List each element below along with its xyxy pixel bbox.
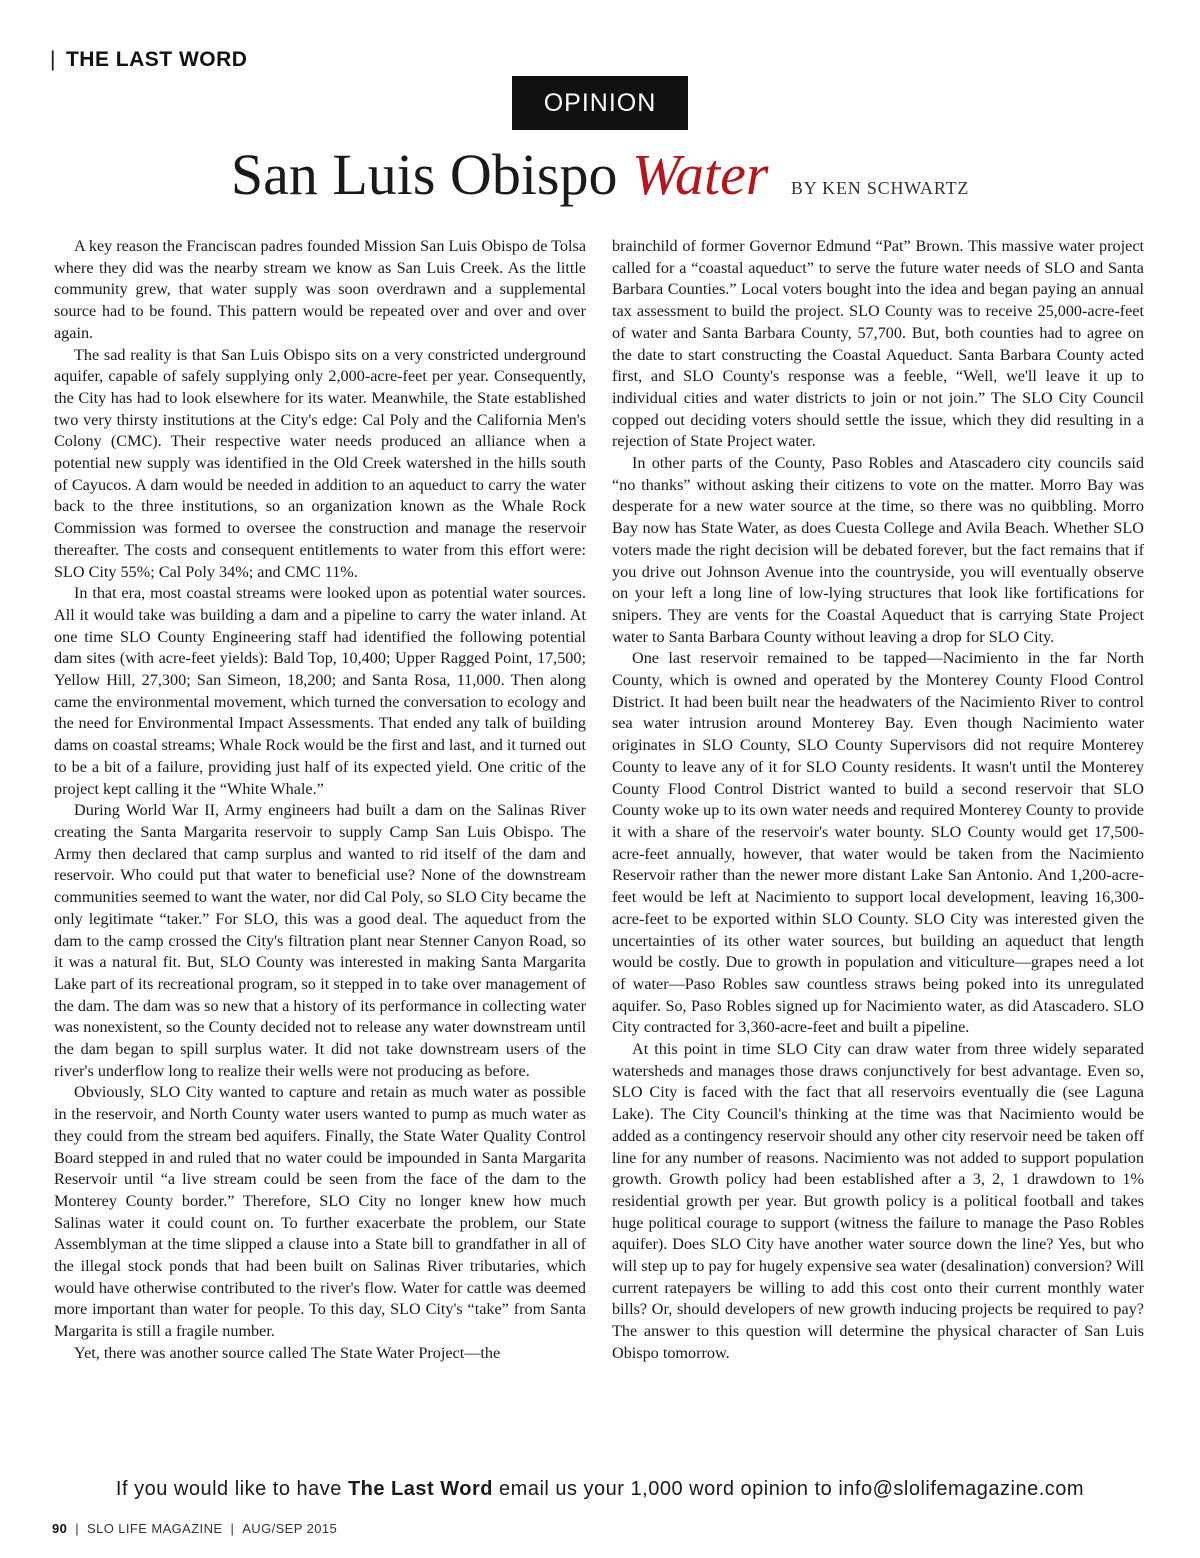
byline: BY KEN SCHWARTZ	[790, 178, 970, 198]
page-footer	[52, 1521, 337, 1536]
section-divider: |	[50, 48, 56, 71]
paragraph: One last reservoir remained to be tapped—Nacimiento in the far North County, which is owned and operated by the Monterey County Flood Control District. It had been built near the headwaters of the Nacimiento River to control sea water intrusion around Monterey Bay. Even though Nacimiento water originates in SLO County, SLO County Supervisors did not require Monterey County to leave any of it for SLO County residents. It wasn't until the Monterey County Flood Control District wanted to build a second reservoir that SLO County woke up to its own water needs and required Monterey County to provide it with a share of the reservoir's water bounty. SLO County would get 17,500-acre-feet annually, however, that water would be taken from the Nacimiento Reservoir rather than the newer more distant Lake San Antonio. And 1,200-acre-feet would be left at Nacimiento to support local development, leaving 16,300-acre-feet to be exported within SLO County. SLO City was interested given the uncertainties of its other water sources, but building an aqueduct that length would be costly. Due to growth in population and viticulture—grapes need a lot of water—Paso Robles saw countless straws being poked into its unregulated aquifer. So, Paso Robles signed up for Nacimiento water, as did Atascadero. SLO City contracted for 3,360-acre-feet and built a pipeline.	[612, 649, 1144, 1037]
paragraph: At this point in time SLO City can draw water from three widely separated watersheds and manages those draws conjunctively for best advantage. Even so, SLO City is faced with the fact that all reservoirs eventually die (see Laguna Lake). The City Council's thinking at the time was that Nacimiento would be added as a contingency reservoir should any other city reservoir need be taken off line for any number of reasons. Nacimiento was not added to support population growth. Growth policy had been established after a 3, 2, 1 drawdown to 1% residential growth per year. But growth policy is a political football and takes huge political courage to support (witness the failure to manage the Paso Robles aquifer). Does SLO City have another water source down the line? Yes, but who will step up to pay for hugely expensive sea water (desalination) conversion? Will current ratepayers be willing to add this cost onto their current monthly water bills? Or, should developers of new growth inducing projects be required to pay? The answer to this question will determine the physical character of San Luis Obispo tomorrow.	[612, 1040, 1144, 1362]
page-number: 90	[52, 1521, 68, 1536]
article-column-left	[54, 236, 586, 1458]
cta-text-before: If you would like to have	[115, 1478, 342, 1500]
article-body	[54, 236, 1144, 1458]
issue-date: AUG/SEP 2015	[242, 1521, 338, 1536]
magazine-name: SLO LIFE MAGAZINE	[87, 1521, 223, 1536]
footer-divider: |	[230, 1521, 235, 1536]
cta-text-after: email us your 1,000 word opinion to info@slolifemagazine.com	[499, 1478, 1085, 1500]
paragraph: Yet, there was another source called The State Water Project—the	[74, 1343, 501, 1362]
cta-column-name: The Last Word	[347, 1478, 493, 1500]
paragraph: brainchild of former Governor Edmund “Pat” Brown. This massive water project called for a “coastal aqueduct” to serve the future water needs of SLO and Santa Barbara Counties.” Local voters bought into the idea and began paying an annual tax assessment to build the project. SLO County was to receive 25,000-acre-feet of water and Santa Barbara County, 57,700. But, both counties had to agree on the date to start constructing the Coastal Aqueduct. Santa Barbara County acted first, and SLO County's response was a feeble, “Well, we'll leave it up to individual cities and water districts to join or not join.” The SLO City Council copped out deciding voters should settle the issue, which they did resulting in a rejection of State Project water.	[612, 237, 1144, 451]
paragraph: A key reason the Franciscan padres founded Mission San Luis Obispo de Tolsa where they did was the nearby stream we know as San Luis Creek. As the little community grew, that water supply was soon overdrawn and a supplemental source had to be found. This pattern would be repeated over and over and over again.	[54, 237, 586, 342]
article-headline	[0, 140, 1200, 223]
call-to-action	[0, 1478, 1200, 1501]
opinion-badge: OPINION	[512, 76, 688, 130]
section-title: THE LAST WORD	[65, 48, 248, 71]
article-column-right	[612, 236, 1144, 1458]
title-accent: Water	[632, 142, 769, 207]
section-label	[50, 48, 247, 72]
paragraph: Obviously, SLO City wanted to capture and retain as much water as possible in the reservoir, and North County water users wanted to pump as much water as they could from the stream bed aquifers. Finally, the State Water Quality Control Board stepped in and ruled that no water could be impounded in Santa Margarita Reservoir until “a live stream could be seen from the face of the dam to the Monterey County border.” Therefore, SLO City no longer knew how much Salinas water it could count on. To further exacerbate the problem, our State Assemblyman at the time slipped a clause into a State bill to grandfather in all of the illegal stock ponds that had been built on Salinas River tributaries, which would have otherwise contributed to the river's flow. Water for cattle was deemed more important than water for people. To this day, SLO City's “take” from Santa Margarita is still a fragile number.	[54, 1083, 586, 1341]
paragraph: During World War II, Army engineers had built a dam on the Salinas River creating the Santa Margarita reservoir to supply Camp San Luis Obispo. The Army then declared that camp surplus and wanted to rid itself of the dam and reservoir. Who could put that water to beneficial use? None of the downstream communities seemed to want the water, nor did Cal Poly, so SLO City became the only legitimate “taker.” For SLO, this was a good deal. The aqueduct from the dam to the camp crossed the City's filtration plant near Stenner Canyon Road, so it was a natural fit. But, SLO County was interested in making Santa Margarita Lake part of its recreational program, so it stepped in to take over management of the dam. The dam was so new that a history of its performance in collecting water was nonexistent, so the County decided not to release any water downstream until the dam began to spill surplus water. It did not take downstream users of the river's underflow long to realize their wells were not producing as before.	[54, 801, 586, 1080]
paragraph: In that era, most coastal streams were looked upon as potential water sources. All it would take was building a dam and a pipeline to carry the water inland. At one time SLO County Engineering staff had identified the following potential dam sites (with acre-feet yields): Bald Top, 10,400; Upper Ragged Point, 17,500; Yellow Hill, 27,300; San Simeon, 18,200; and Santa Rosa, 11,000. Then along came the environmental movement, which turned the conversation to ecology and the need for Environmental Impact Assessments. That ended any talk of building dams on coastal streams; Whale Rock would be the first and last, and it turned out to be a bit of a failure, providing just half of its expected yield. One critic of the project kept calling it the “White Whale.”	[54, 584, 586, 798]
paragraph: The sad reality is that San Luis Obispo sits on a very constricted underground aquifer, capable of safely supplying only 2,000-acre-feet per year. Consequently, the City has had to look elsewhere for its water. Meanwhile, the State established two very thirsty institutions at the City's edge: Cal Poly and the California Men's Colony (CMC). Their respective water needs produced an alliance when a potential new supply was identified in the Old Creek watershed in the hills south of Cayucos. A dam would be needed in addition to an aqueduct to carry the water back to the three institutions, so an organization known as the Whale Rock Commission was formed to oversee the construction and manage the reservoir thereafter. The costs and consequent entitlements to water from this effort were: SLO City 55%; Cal Poly 34%; and CMC 11%.	[54, 345, 586, 581]
title-main: San Luis Obispo	[230, 142, 618, 207]
footer-divider: |	[75, 1521, 80, 1536]
paragraph: In other parts of the County, Paso Robles and Atascadero city councils said “no thanks” without asking their citizens to vote on the matter. Morro Bay was desperate for a new water source at the time, so there was no quibbling. Morro Bay now has State Water, as does Cuesta College and Avila Beach. Whether SLO voters made the right decision will be debated forever, but the fact remains that if you drive out Johnson Avenue into the countryside, you will eventually observe on your left a long line of low-lying structures that look like fortifications for snipers. They are vents for the Coastal Aqueduct that is carrying State Project water to Santa Barbara County without leaving a drop for SLO City.	[612, 454, 1144, 646]
